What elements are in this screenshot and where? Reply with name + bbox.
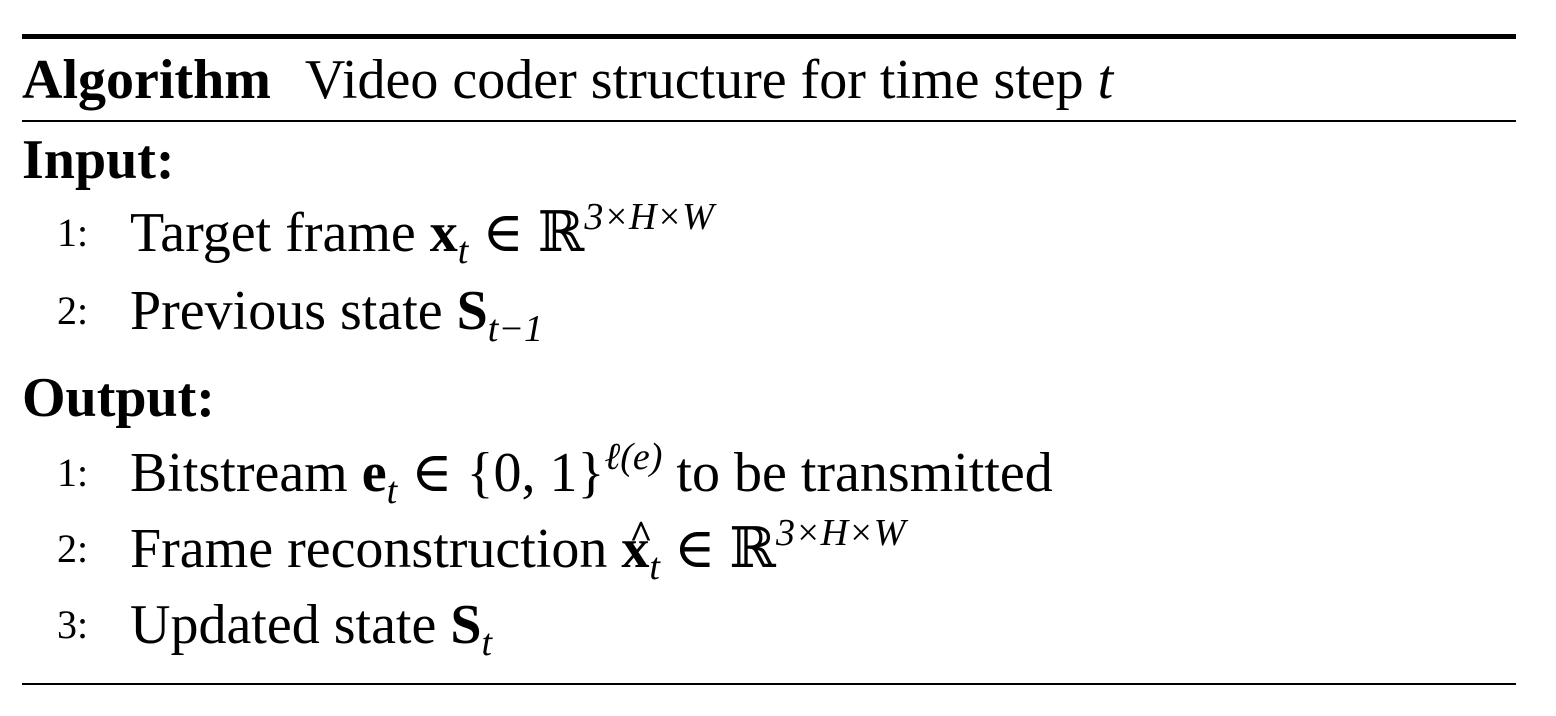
- line-text: [130, 512, 906, 588]
- math-relation: ∈: [411, 442, 453, 504]
- math-relation: ∈: [673, 518, 716, 580]
- line-number: 2:: [57, 288, 89, 333]
- math-set: {0, 1}: [466, 442, 605, 504]
- top-rule: [22, 34, 1516, 39]
- math-subscript: t: [481, 622, 493, 664]
- item-label: Previous state: [130, 280, 443, 342]
- math-subscript: t: [649, 546, 660, 588]
- math-symbol-hat: ^ x: [621, 514, 649, 584]
- item-label: Frame reconstruction: [130, 518, 608, 580]
- line-number: 1:: [57, 210, 89, 255]
- algorithm-title: Video coder structure for time step: [304, 49, 1084, 111]
- algorithm-block: [22, 34, 1516, 686]
- bottom-rule: [22, 683, 1516, 685]
- line-text: [130, 590, 493, 664]
- math-superscript: 3×H×W: [584, 196, 714, 238]
- math-superscript: 3×H×W: [775, 512, 906, 554]
- math-symbol: S: [456, 280, 488, 342]
- math-set: ℝ: [537, 200, 585, 265]
- math-symbol: x: [429, 202, 458, 264]
- math-symbol: e: [361, 442, 387, 504]
- item-label: Target frame: [130, 202, 416, 264]
- line-text: [130, 276, 543, 350]
- math-symbol: S: [450, 594, 482, 656]
- item-label: Updated state: [130, 594, 437, 656]
- output-heading: Output:: [22, 367, 215, 429]
- line-number: 2:: [57, 526, 89, 571]
- math-relation: ∈: [482, 202, 524, 264]
- math-subscript: t: [457, 230, 469, 272]
- item-label: Bitstream: [130, 442, 348, 504]
- line-text: [130, 436, 1053, 512]
- time-variable: t: [1097, 49, 1114, 111]
- math-subscript: t: [386, 470, 398, 512]
- line-text: [130, 196, 714, 272]
- math-set: ℝ: [729, 516, 776, 581]
- math-superscript: ℓ(e): [604, 436, 663, 478]
- algorithm-caption: [22, 40, 1113, 120]
- line-number: 1:: [57, 450, 89, 495]
- item-tail: to be transmitted: [676, 442, 1053, 504]
- caption-rule: [22, 120, 1516, 122]
- input-heading: Input:: [22, 129, 175, 191]
- line-number: 3:: [57, 602, 89, 647]
- algorithm-keyword: Algorithm: [22, 49, 271, 111]
- math-subscript: t−1: [487, 308, 543, 350]
